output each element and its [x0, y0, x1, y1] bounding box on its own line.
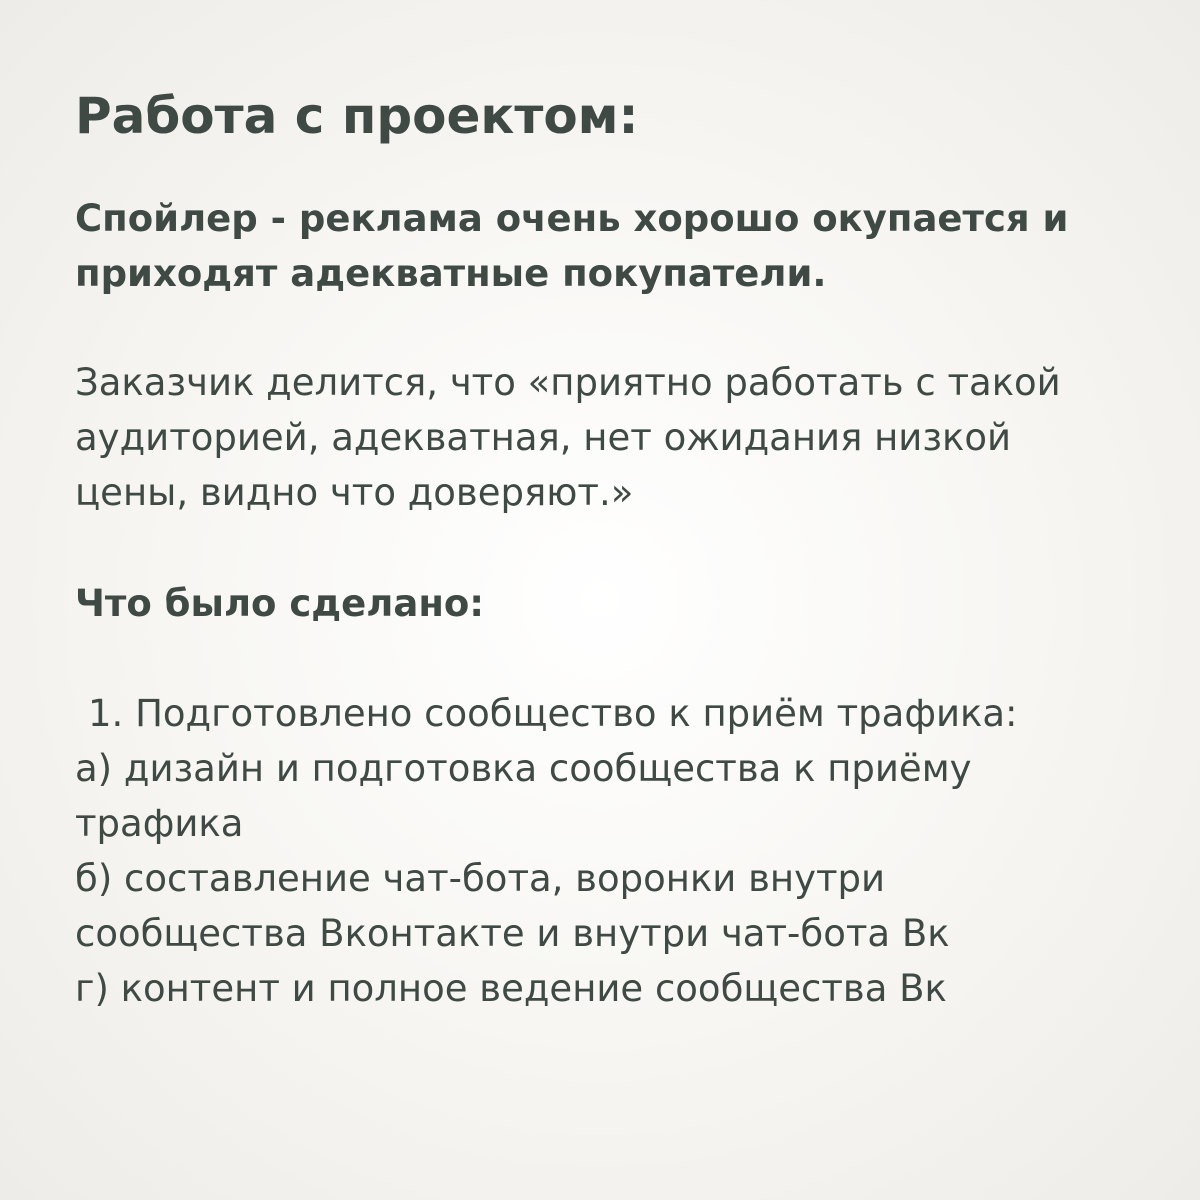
- spoiler-line: приходят адекватные покупатели.: [75, 252, 827, 295]
- list-item: 1. Подготовлено сообщество к приём трафика:: [88, 692, 1018, 735]
- quote-line: цены, видно что доверяют.»: [75, 471, 634, 514]
- spoiler-text: [75, 191, 1155, 301]
- list-item-continuation: сообщества Вконтакте и внутри чат-бота Вк: [75, 912, 950, 955]
- list-item: г) контент и полное ведение сообщества Вк: [75, 967, 947, 1010]
- spoiler-line: Спойлер - реклама очень хорошо окупается и: [75, 197, 1069, 240]
- list-item-continuation: трафика: [75, 802, 244, 845]
- quote-line: аудиторией, адекватная, нет ожидания низкой: [75, 416, 1012, 459]
- work-list: [75, 686, 1017, 1016]
- list-item: б) составление чат-бота, воронки внутри: [75, 857, 886, 900]
- list-item: а) дизайн и подготовка сообщества к приёму: [75, 747, 972, 790]
- quote-line: Заказчик делится, что «приятно работать с такой: [75, 361, 1061, 404]
- page-title: Работа с проектом:: [75, 87, 639, 145]
- client-quote: [75, 355, 1061, 520]
- section-heading: Что было сделано:: [75, 582, 485, 625]
